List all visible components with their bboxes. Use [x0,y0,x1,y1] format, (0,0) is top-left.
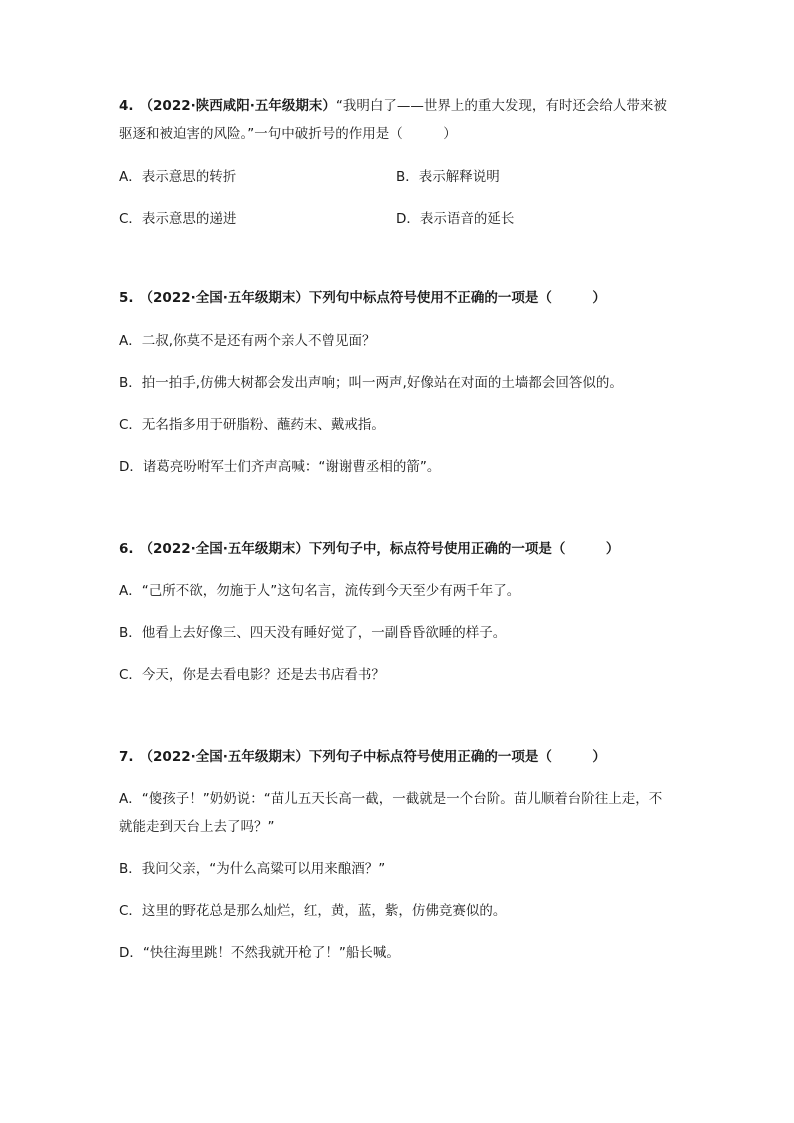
question-6-option-b: B．他看上去好像三、四天没有睡好觉了，一副昏昏欲睡的样子。 [119,625,507,641]
question-number: 6. [119,541,134,557]
question-6-option-c: C．今天，你是去看电影？还是去书店看书？ [119,667,385,683]
question-7-option-c: C．这里的野花总是那么灿烂，红，黄，蓝，紫，仿佛竞赛似的。 [119,903,507,919]
question-number: 4. [119,98,134,114]
question-6-option-a: A．“己所不欲，勿施于人”这句名言，流传到今天至少有两千年了。 [119,583,521,599]
question-number: 7. [119,749,134,765]
question-5-header [119,288,606,308]
question-4-option-a: A．表示意思的转折 [119,169,237,185]
question-number: 5. [119,290,134,306]
question-source: （2022·全国·五年级期末） [139,749,309,765]
question-4-stem-continued: 驱逐和被迫害的风险。”一句中破折号的作用是（ ） [119,126,457,142]
question-stem: 下列句子中标点符号使用正确的一项是（ ） [308,749,606,765]
question-stem: “我明白了——世界上的重大发现，有时还会给人带来被 [335,98,667,114]
question-7-option-a-continued: 就能走到天台上去了吗？” [119,819,275,835]
question-5-option-d: D．诸葛亮吩咐军士们齐声高喊：“谢谢曹丞相的箭”。 [119,459,441,475]
question-4-option-d: D．表示语音的延长 [396,211,515,227]
question-5-option-a: A．二叔,你莫不是还有两个亲人不曾见面？ [119,333,376,349]
question-4-option-c: C．表示意思的递进 [119,211,237,227]
question-7-option-b: B．我问父亲，“为什么高粱可以用来酿酒？” [119,861,386,877]
question-7-option-d: D．“快往海里跳！不然我就开枪了！”船长喊。 [119,945,400,961]
question-source: （2022·全国·五年级期末） [139,541,309,557]
question-6-header [119,539,619,559]
question-stem: 下列句子中，标点符号使用正确的一项是（ ） [308,541,620,557]
question-stem: 下列句中标点符号使用不正确的一项是（ ） [308,290,606,306]
question-7-header [119,747,606,767]
question-4-option-b: B．表示解释说明 [396,169,500,185]
question-source: （2022·陕西咸阳·五年级期末） [139,98,336,114]
question-source: （2022·全国·五年级期末） [139,290,309,306]
question-4-header [119,96,667,116]
question-5-option-c: C．无名指多用于研脂粉、蘸药末、戴戒指。 [119,417,385,433]
question-5-option-b: B．拍一拍手,仿佛大树都会发出声响；叫一两声,好像站在对面的土墙都会回答似的。 [119,375,623,391]
question-7-option-a: A．“傻孩子！”奶奶说：“苗儿五天长高一截，一截就是一个台阶。苗儿顺着台阶往上走，不 [119,791,663,807]
